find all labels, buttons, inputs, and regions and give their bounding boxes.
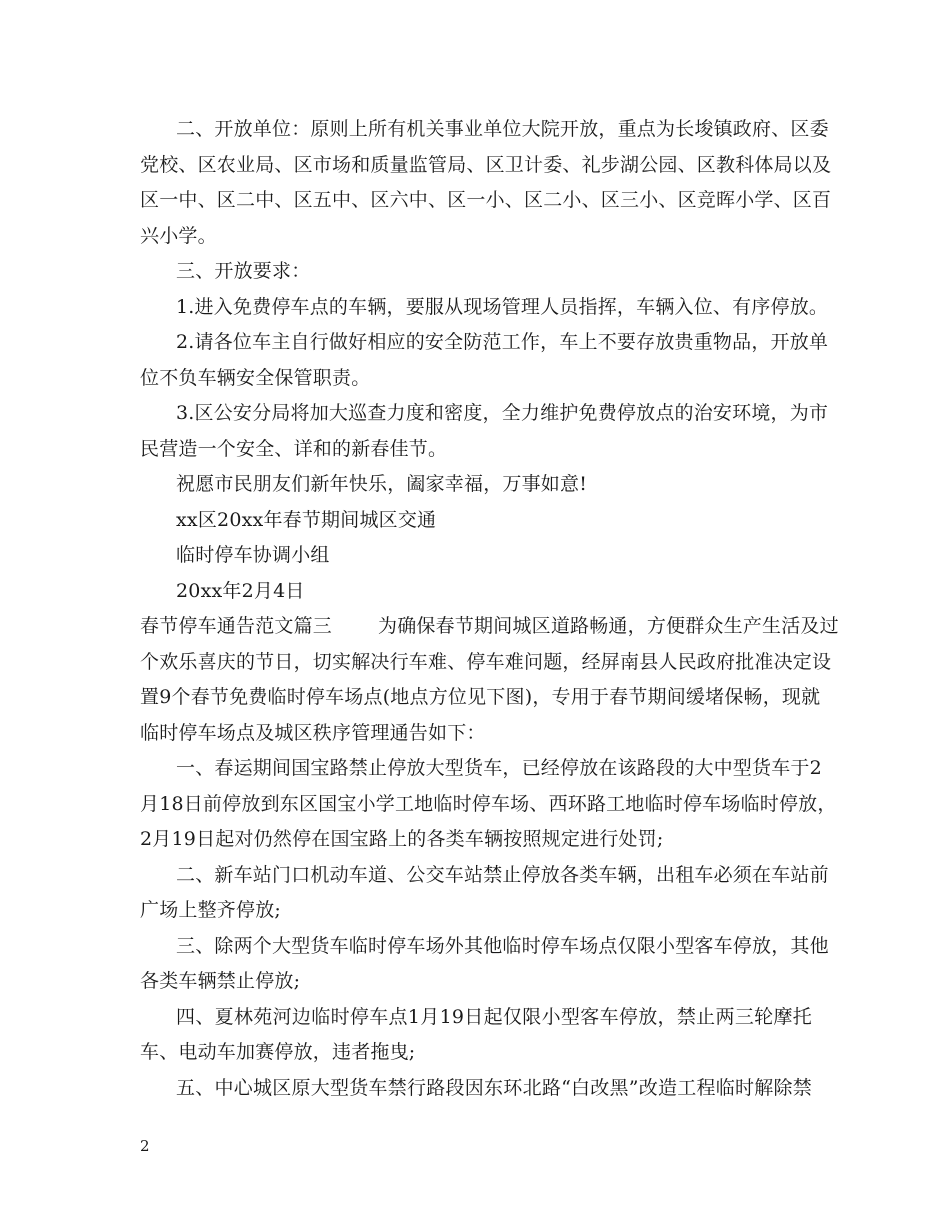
- paragraph-line: 车、电动车加赛停放，违者拖曳;: [140, 1041, 416, 1063]
- paragraph-line: 五、中心城区原大型货车禁行路段因东环北路“白改黑”改造工程临时解除禁: [176, 1076, 812, 1099]
- paragraph-line: 兴小学。: [140, 224, 217, 247]
- paragraph-line: 广场上整齐停放;: [140, 899, 282, 921]
- paragraph-line: 二、新车站门口机动车道、公交车站禁止停放各类车辆，出租车必须在车站前: [176, 863, 829, 886]
- paragraph-line: 1.进入免费停车点的车辆，要服从现场管理人员指挥，车辆入位、有序停放。: [176, 295, 829, 318]
- paragraph-line: 3.区公安分局将加大巡查力度和密度，全力维护免费停放点的治安环境，为市: [176, 402, 829, 424]
- paragraph-line: 党校、区农业局、区市场和质量监管局、区卫计委、礼步湖公园、区教科体局以及: [140, 153, 832, 176]
- signature-line: 临时停车协调小组: [176, 544, 330, 566]
- paragraph-line: 月18日前停放到东区国宝小学工地临时停车场、西环路工地临时停车场临时停放，: [140, 792, 837, 815]
- paragraph-line: 民营造一个安全、详和的新春佳节。: [140, 437, 448, 460]
- paragraph-line: 临时停车场点及城区秩序管理通告如下：: [140, 721, 486, 744]
- section-heading-line: [140, 609, 839, 645]
- section-heading: 春节停车通告范文篇三: [140, 615, 333, 637]
- paragraph-line: 三、开放要求：: [176, 260, 311, 282]
- paragraph-line: 四、夏林苑河边临时停车点1月19日起仅限小型客车停放，禁止两三轮摩托: [176, 1005, 812, 1028]
- greeting-line: 祝愿市民朋友们新年快乐，阖家幸福，万事如意!: [176, 473, 588, 495]
- page-number: 2: [140, 1137, 150, 1155]
- paragraph-line: 三、除两个大型货车临时停车场外其他临时停车场点仅限小型客车停放，其他: [176, 934, 829, 957]
- paragraph-line: 2月19日起对仍然停在国宝路上的各类车辆按照规定进行处罚;: [140, 828, 664, 850]
- paragraph-line: 2.请各位车主自行做好相应的安全防范工作，车上不要存放贵重物品，开放单: [176, 331, 829, 353]
- date-line: 20xx年2月4日: [176, 579, 305, 602]
- signature-line: xx区20xx年春节期间城区交通: [176, 508, 437, 531]
- document-body: [140, 112, 839, 1106]
- paragraph-text: 为确保春节期间城区道路畅通，方便群众生产生活及过: [378, 615, 839, 637]
- paragraph-line: 区一中、区二中、区五中、区六中、区一小、区二小、区三小、区竞晖小学、区百: [140, 189, 832, 211]
- paragraph-line: 位不负车辆安全保管职责。: [140, 366, 371, 389]
- paragraph-line: 置9个春节免费临时停车场点(地点方位见下图)，专用于春节期间缓堵保畅，现就: [140, 686, 821, 708]
- paragraph-line: 个欢乐喜庆的节日，切实解决行车难、停车难问题，经屏南县人民政府批准决定设: [140, 650, 832, 673]
- paragraph-line: 各类车辆禁止停放;: [140, 970, 301, 992]
- paragraph-line: 二、开放单位：原则上所有机关事业单位大院开放，重点为长埈镇政府、区委: [176, 118, 829, 140]
- paragraph-line: 一、春运期间国宝路禁止停放大型货车，已经停放在该路段的大中型货车于2: [176, 757, 822, 779]
